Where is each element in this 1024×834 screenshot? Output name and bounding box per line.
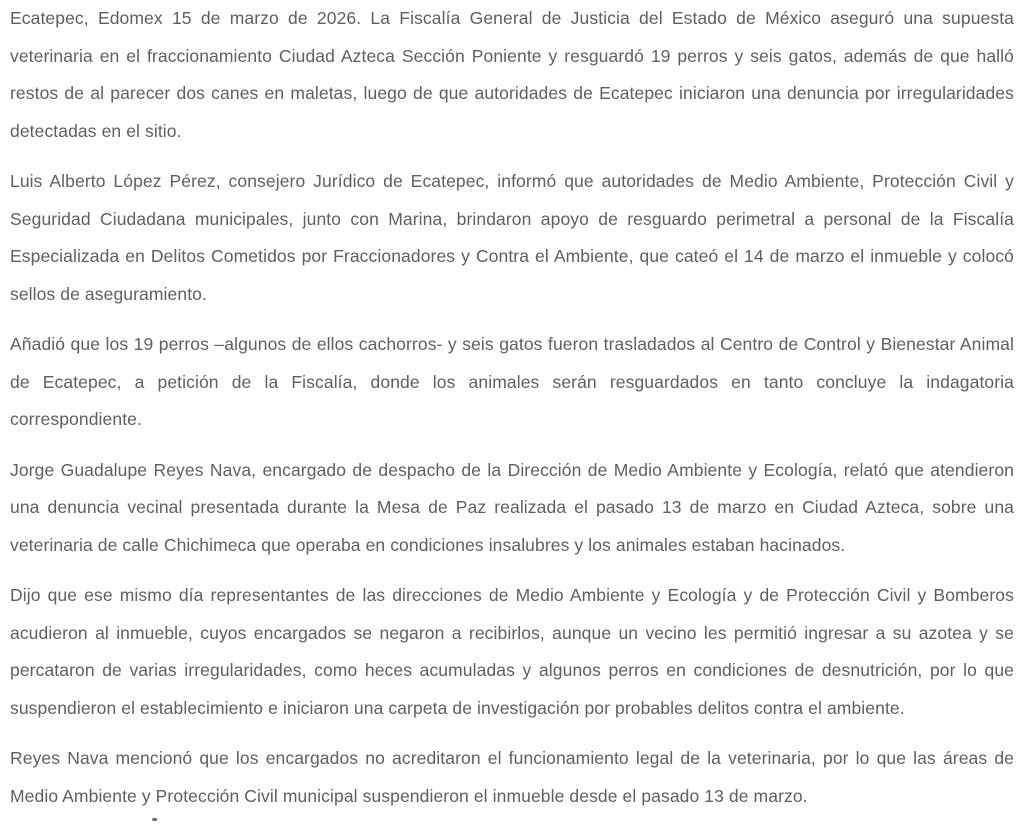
cropped-element-fragment — [152, 818, 157, 821]
article-body — [10, 0, 1014, 815]
paragraph-animals-transfer: Añadió que los 19 perros –algunos de ellos cachorros- y seis gatos fueron trasladados al Centro de Control y Bienestar Animal de Ecatepec, a petición de la Fiscalía, donde los animales serán resguardados en tanto concluye la indagatoria correspondiente. — [10, 334, 1014, 429]
paragraph-complaint-origin: Jorge Guadalupe Reyes Nava, encargado de despacho de la Dirección de Medio Ambiente y Ecología, relató que atendieron una denuncia vecinal presentada durante la Mesa de Paz realizada el pasado 13 de marzo en Ciudad Azteca, sobre una veterinaria de calle Chichimeca que operaba en condiciones insalubres y los animales estaban hacinados. — [10, 459, 1014, 555]
paragraph-dateline-lead: Ecatepec, Edomex 15 de marzo de 2026. La Fiscalía General de Justicia del Estado de México aseguró una supuesta veterinaria en el fraccionamiento Ciudad Azteca Sección Poniente y resguardó 19 perros y seis gatos, además de que halló restos de al parecer dos canes en maletas, luego de que autoridades de Ecatepec iniciaron una denuncia por irregularidades detectadas en el sitio. — [10, 8, 1014, 141]
paragraph-suspension-closure: Reyes Nava mencionó que los encargados no acreditaron el funcionamiento legal de la veterinaria, por lo que las áreas de Medio Ambiente y Protección Civil municipal suspendieron el inmueble desde el pasado 13 de marzo. — [10, 748, 1014, 806]
paragraph-official-statement: Luis Alberto López Pérez, consejero Jurídico de Ecatepec, informó que autoridades de Medio Ambiente, Protección Civil y Seguridad Ciudadana municipales, junto con Marina, brindaron apoyo de resguardo perimetral a personal de la Fiscalía Especializada en Delitos Cometidos por Fraccionadores y Contra el Ambiente, que cateó el 14 de marzo el inmueble y colocó sellos de aseguramiento. — [10, 171, 1014, 304]
paragraph-inspection-findings: Dijo que ese mismo día representantes de las direcciones de Medio Ambiente y Ecología y de Protección Civil y Bomberos acudieron al inmueble, cuyos encargados se negaron a recibirlos, aunque un vecino les permitió ingresar a su azotea y se percataron de varias irregularidades, como heces acumuladas y algunos perros en condiciones de desnutrición, por lo que suspendieron el establecimiento e iniciaron una carpeta de investigación por probables delitos contra el ambiente. — [10, 585, 1014, 718]
